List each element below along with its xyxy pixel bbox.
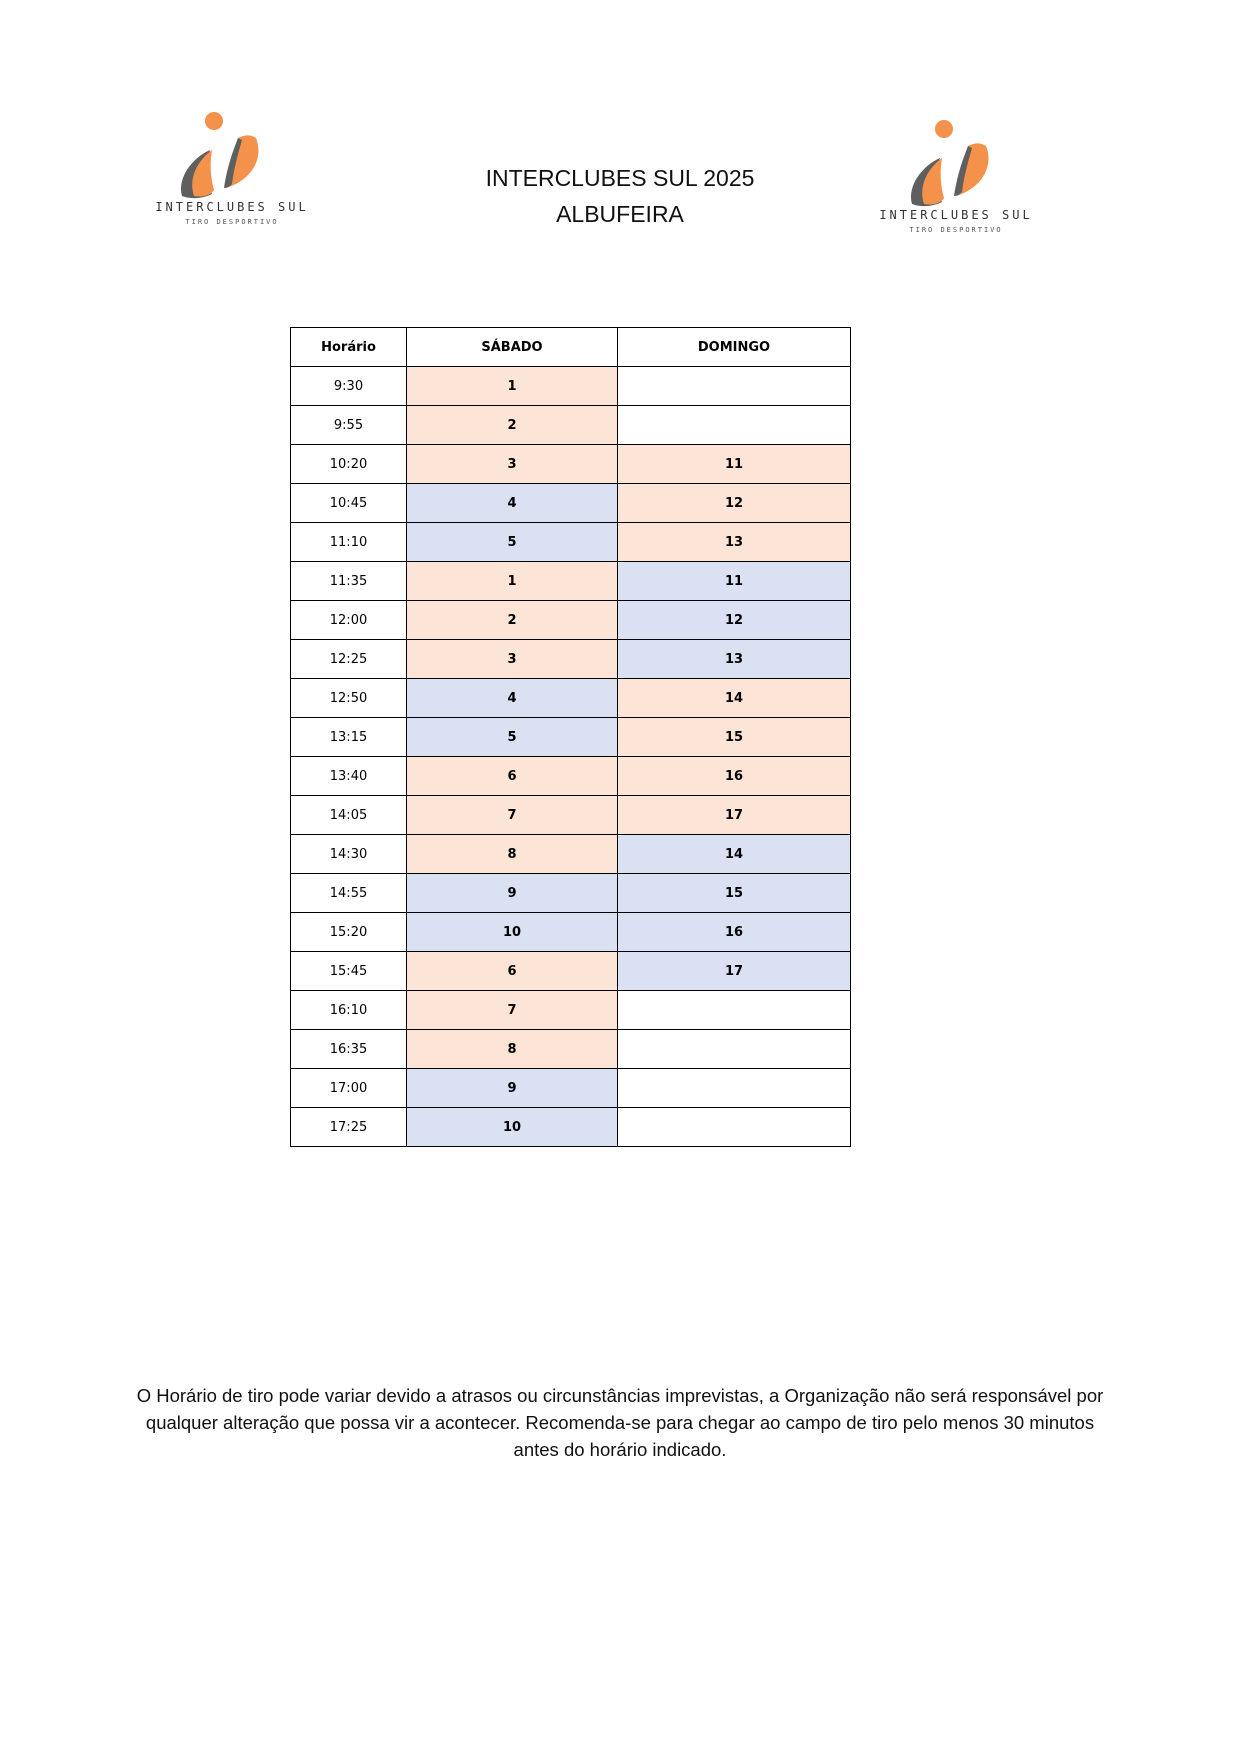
saturday-cell: 5 [407,718,618,757]
time-cell: 10:20 [291,445,407,484]
logo-text: INTERCLUBES SUL [155,200,309,214]
sunday-cell: 13 [618,523,851,562]
sunday-cell: 11 [618,562,851,601]
note-line-1: O Horário de tiro pode variar devido a atrasos ou circunstâncias imprevistas, a Organização não será responsável por [136,1385,1104,1406]
sunday-cell: 14 [618,679,851,718]
saturday-cell: 7 [407,991,618,1030]
schedule-table [290,327,851,1147]
saturday-cell: 4 [407,679,618,718]
sunday-cell: 16 [618,757,851,796]
time-cell: 16:10 [291,991,407,1030]
saturday-cell: 1 [407,367,618,406]
logo-subtext: TIRO DESPORTIVO [185,218,279,226]
saturday-cell: 8 [407,835,618,874]
table-row [291,1030,851,1069]
sunday-cell [618,1108,851,1147]
saturday-cell: 5 [407,523,618,562]
table-row [291,640,851,679]
saturday-cell: 9 [407,1069,618,1108]
time-cell: 9:30 [291,367,407,406]
sunday-cell [618,1030,851,1069]
sunday-cell: 12 [618,484,851,523]
saturday-cell: 8 [407,1030,618,1069]
logo-right [876,116,1036,246]
saturday-cell: 10 [407,913,618,952]
note-line-2: qualquer alteração que possa vir a acontecer. Recomenda-se para chegar ao campo de tiro pelo menos 30 minutos [145,1412,1095,1433]
table-row [291,484,851,523]
saturday-cell: 7 [407,796,618,835]
table-row [291,523,851,562]
table-row [291,874,851,913]
table-row [291,601,851,640]
saturday-cell: 2 [407,406,618,445]
table-row [291,1069,851,1108]
table-header-row [291,328,851,367]
sunday-cell: 15 [618,874,851,913]
table-row [291,1108,851,1147]
time-cell: 11:10 [291,523,407,562]
sunday-cell [618,991,851,1030]
table-row [291,757,851,796]
logo-text: INTERCLUBES SUL [879,208,1033,222]
time-cell: 16:35 [291,1030,407,1069]
time-cell: 12:50 [291,679,407,718]
time-cell: 17:25 [291,1108,407,1147]
table-row [291,952,851,991]
sunday-cell [618,1069,851,1108]
header-sabado: SÁBADO [407,328,618,367]
table-row [291,367,851,406]
sunday-cell: 17 [618,952,851,991]
table-row [291,718,851,757]
table-row [291,679,851,718]
saturday-cell: 6 [407,757,618,796]
time-cell: 9:55 [291,406,407,445]
header-domingo: DOMINGO [618,328,851,367]
sunday-cell: 12 [618,601,851,640]
time-cell: 12:00 [291,601,407,640]
time-cell: 10:45 [291,484,407,523]
table-row [291,991,851,1030]
time-cell: 14:55 [291,874,407,913]
time-cell: 14:30 [291,835,407,874]
table-row [291,445,851,484]
disclaimer-note [110,1382,1130,1463]
title-line-1: INTERCLUBES SUL 2025 [485,165,755,191]
title-line-2: ALBUFEIRA [556,201,684,227]
table-row [291,406,851,445]
sunday-cell: 15 [618,718,851,757]
time-cell: 14:05 [291,796,407,835]
saturday-cell: 4 [407,484,618,523]
logo-subtext: TIRO DESPORTIVO [909,226,1003,234]
table-row [291,562,851,601]
saturday-cell: 1 [407,562,618,601]
saturday-cell: 10 [407,1108,618,1147]
sunday-cell [618,406,851,445]
saturday-cell: 2 [407,601,618,640]
time-cell: 15:20 [291,913,407,952]
document-title [420,160,820,232]
table-row [291,835,851,874]
header-horario: Horário [291,328,407,367]
logo-mark-icon [876,116,1036,211]
time-cell: 17:00 [291,1069,407,1108]
sunday-cell: 17 [618,796,851,835]
sunday-cell: 14 [618,835,851,874]
saturday-cell: 9 [407,874,618,913]
time-cell: 13:15 [291,718,407,757]
saturday-cell: 3 [407,445,618,484]
time-cell: 13:40 [291,757,407,796]
sunday-cell: 11 [618,445,851,484]
time-cell: 12:25 [291,640,407,679]
table-row [291,913,851,952]
sunday-cell [618,367,851,406]
saturday-cell: 3 [407,640,618,679]
note-line-3: antes do horário indicado. [513,1439,727,1460]
time-cell: 15:45 [291,952,407,991]
table-row [291,796,851,835]
sunday-cell: 16 [618,913,851,952]
logo-left [152,108,312,238]
time-cell: 11:35 [291,562,407,601]
logo-mark-icon [152,108,312,203]
saturday-cell: 6 [407,952,618,991]
sunday-cell: 13 [618,640,851,679]
